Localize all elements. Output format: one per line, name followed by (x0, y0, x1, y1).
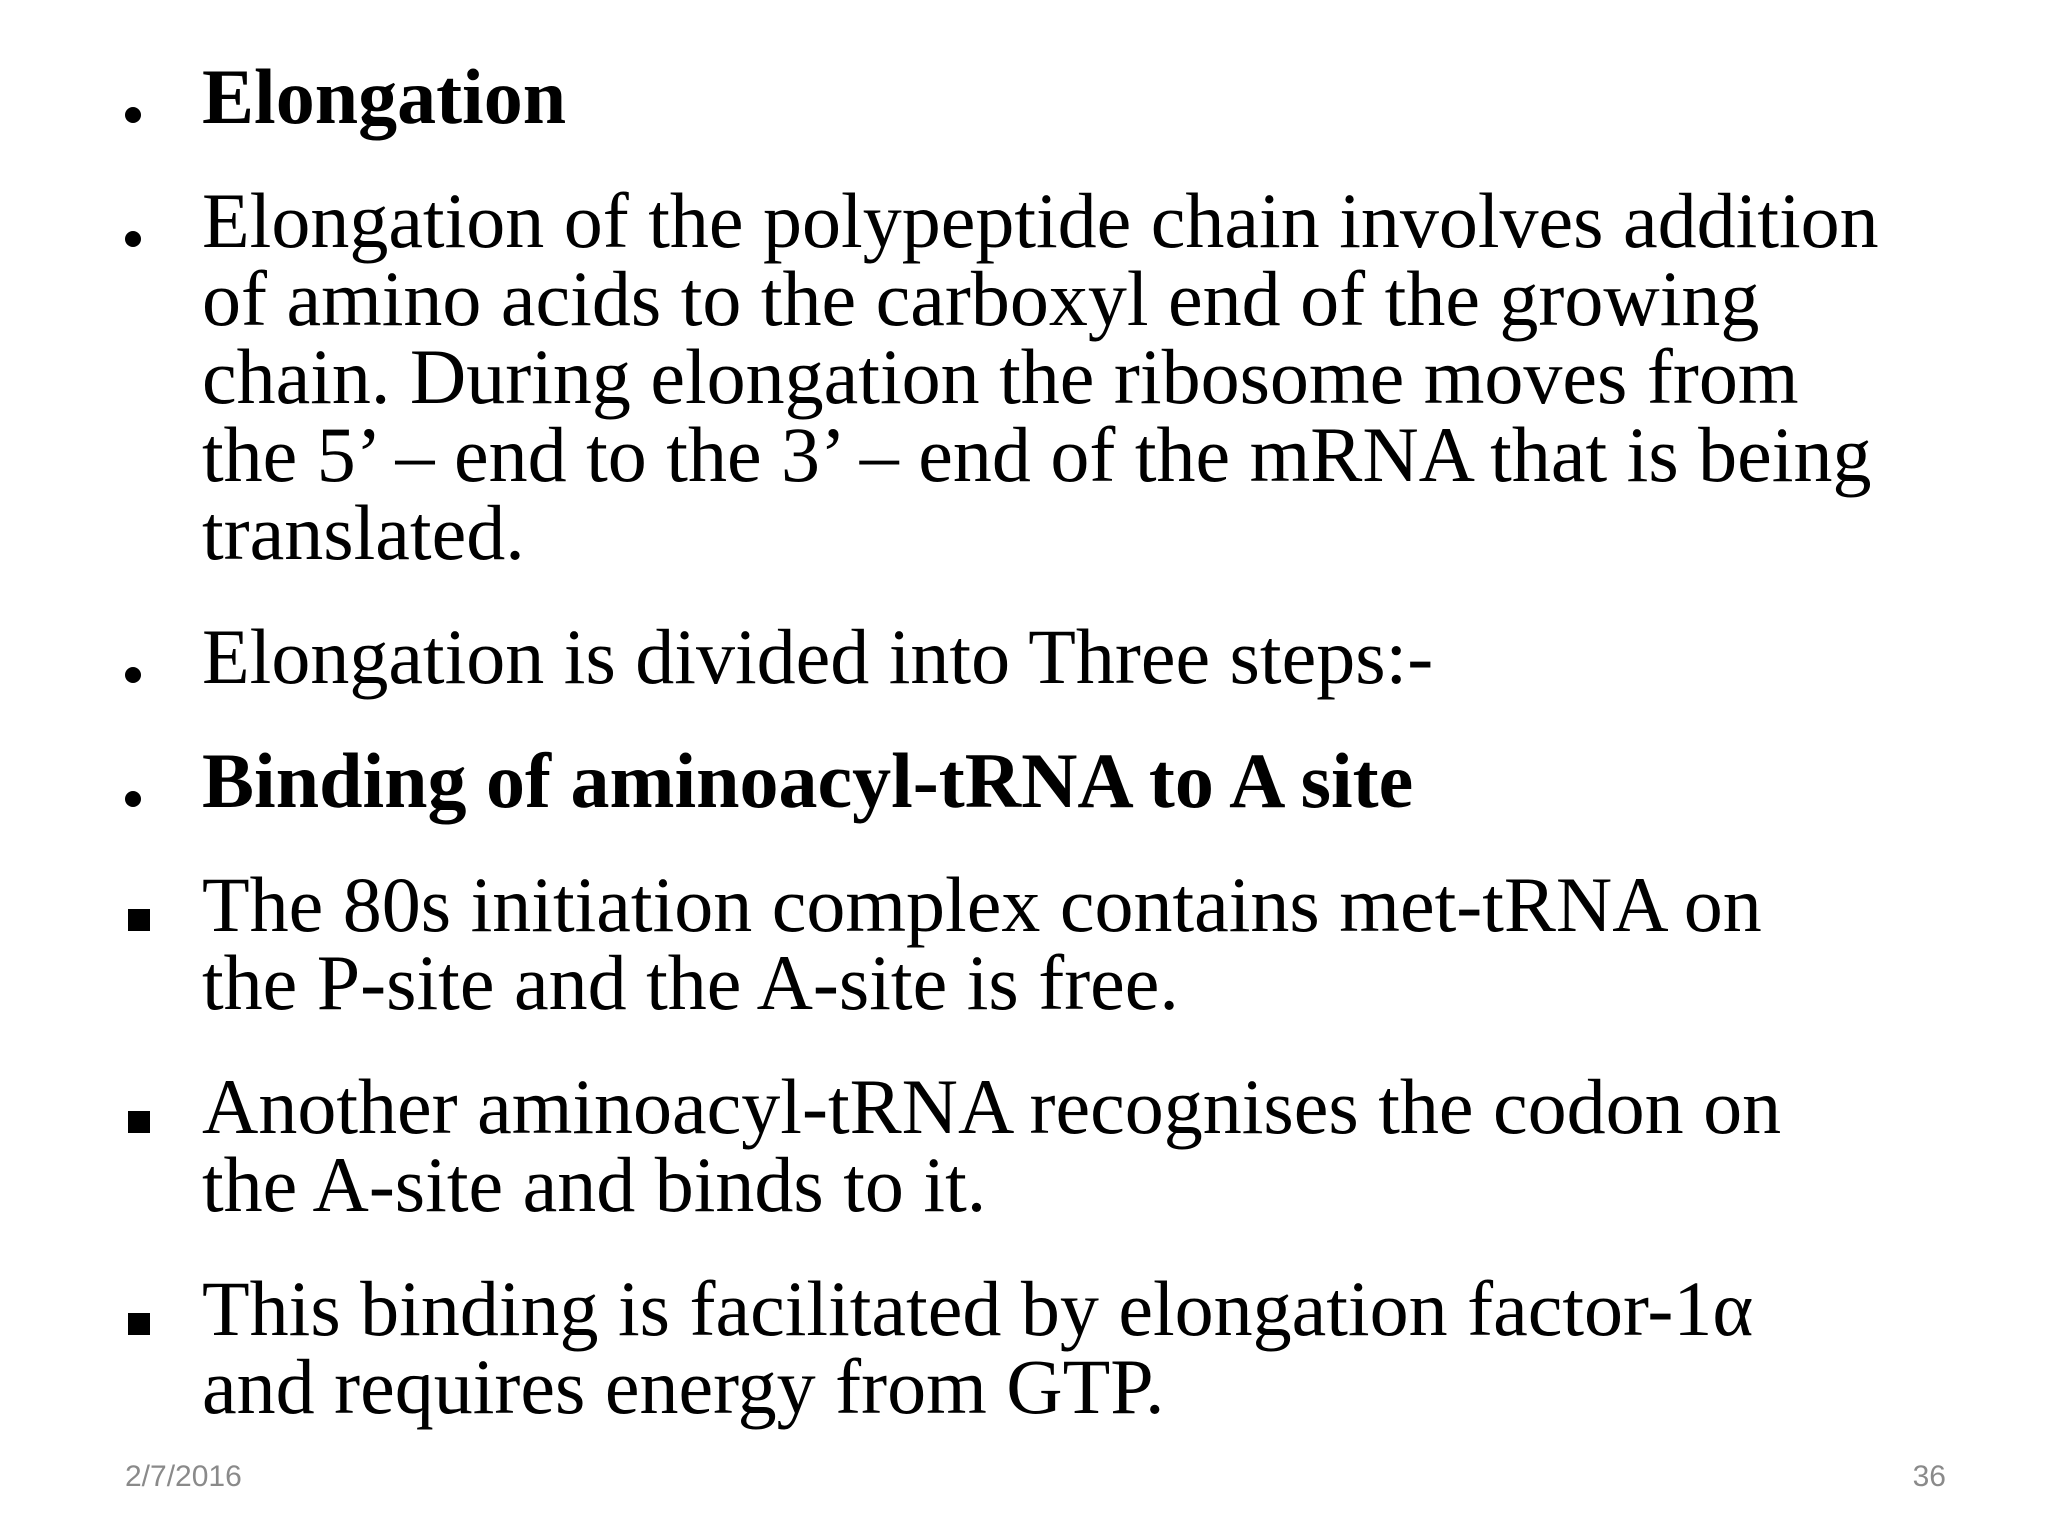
square-bullet-icon (128, 1270, 188, 1348)
footer-date: 2/7/2016 (125, 1460, 242, 1493)
square-bullet-icon (128, 866, 188, 944)
bullet-dot-icon (125, 58, 185, 136)
bullet-text: Binding of aminoacyl-tRNA to A site (202, 737, 1414, 824)
bullet-dot-icon (125, 618, 185, 696)
bullet-dot-icon (125, 182, 185, 260)
bullet-text: Another aminoacyl-tRNA recognises the codon on the A-site and binds to it. (202, 1063, 1782, 1228)
square-bullet-icon (128, 1068, 188, 1146)
bullet-text: Elongation is divided into Three steps:- (202, 613, 1434, 700)
footer-page-number: 36 (1912, 1460, 1946, 1493)
bullet-text: This binding is facilitated by elongation factor-1α and requires energy from GTP. (202, 1265, 1754, 1430)
bullet-dot-icon (125, 742, 185, 820)
bullet-text: Elongation of the polypeptide chain involves addition of amino acids to the carboxyl end of the growing chain. During elongation the ribosome moves from the 5’ – end to the 3’ – end of the mRNA that is being translated. (202, 177, 1879, 576)
bullet-text: Elongation (202, 53, 567, 140)
bullet-text: The 80s initiation complex contains met-tRNA on the P-site and the A-site is free. (202, 861, 1762, 1026)
